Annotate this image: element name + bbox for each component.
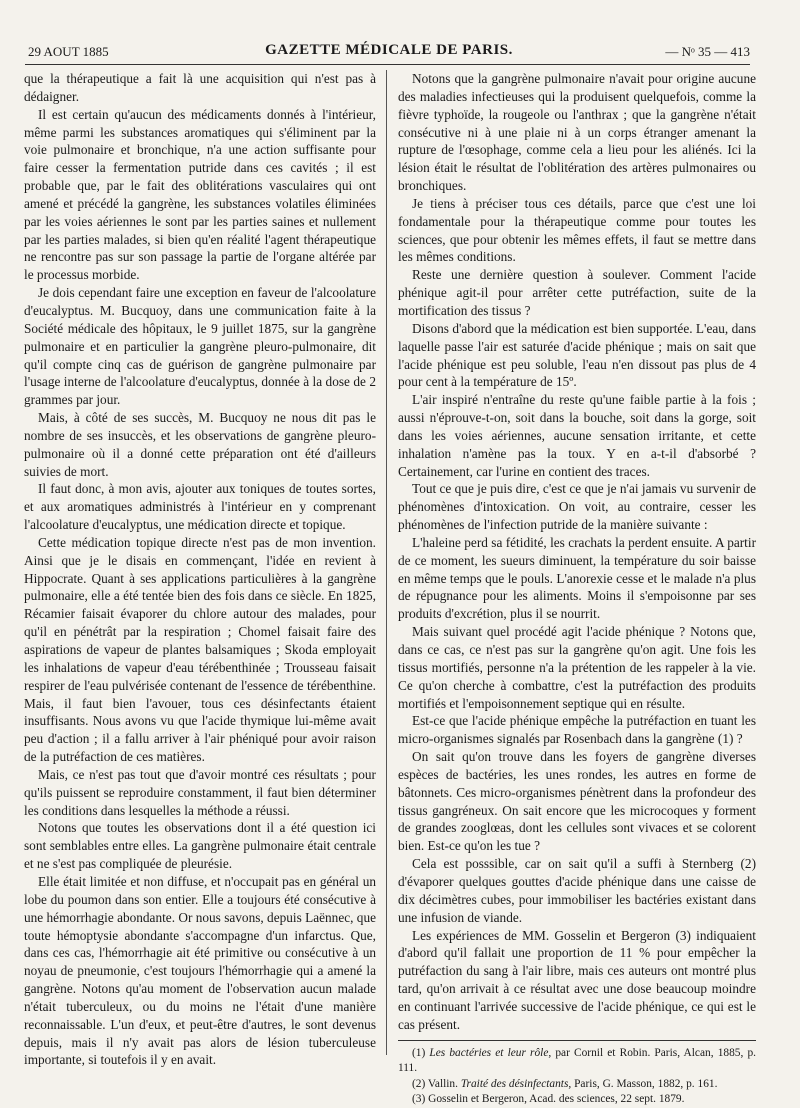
footnote-text: par Cornil et Robin. Paris, Alcan, 1885, p. 111. [398,1046,756,1075]
paragraph: Elle était limitée et non diffuse, et n'occupait pas en général un lobe du poumon dans son entier. Elle a toujours été consécutive à une hémorrhagie abondante. Or nous savons, depuis Laënnec, que toute hémoptysie abondante s'accompagne d'un infarctus. Que, dans ces cas, l'hémorrhagie ait été primitive ou consécutive à un noyau de pneumonie, c'est toujours l'hémorrhagie qui a amené la gangrène. Notons qu'au moment de l'observation aucun malade n'était tuberculeux, ou du moins ne l'était d'une manière reconnaissable. L'un d'eux, et peut-être d'autres, le sont devenus depuis, mais il n'y avait pas alors de lésion tuberculeuse importante, si toutefois il y en avait. [24,873,376,1068]
paragraph: Notons que toutes les observations dont il a été question ici sont semblables entre elles. La gangrène pulmonaire était centrale et ne s'est pas compliquée de pleurésie. [24,820,376,872]
footnote-text: Paris, G. Masson, 1882, p. 161. [571,1077,718,1090]
paragraph: Est-ce que l'acide phénique empêche la putréfaction en tuant les micro-organismes signalés par Rosenbach dans la gangrène (1) ? [398,713,756,747]
footnote [398,1092,756,1108]
paragraph: Je dois cependant faire une exception en faveur de l'alcoolature d'eucalyptus. M. Bucquoy, dans une communication faite à la Société médicale des hôpitaux, le 9 juillet 1875, sur la gangrène pulmonaire et en particulier la gangrène pleuro-pulmonaire, dit qu'il compte cinq cas de guérison de gangrène pulmonaire par l'usage interne de l'alcoolature d'eucalyptus, donnée à la dose de 2 grammes par jour. [24,285,376,408]
paragraph: On sait qu'on trouve dans les foyers de gangrène diverses espèces de bactéries, les unes rondes, les autres en forme de bâtonnets. Ces micro-organismes pénètrent dans la profondeur des tissus gangréneux. On sait encore que les microcoques y forment de grandes zooglœas, dont les cellules sont vivaces et se colorent bien. Est-ce qu'on les tue ? [398,749,756,854]
page-header [28,42,750,64]
paragraph: Disons d'abord que la médication est bien supportée. L'eau, dans laquelle passe l'air est saturée d'acide phénique ; mais on sait que l'acide phénique est peu soluble, l'eau n'en dissout pas plus de 4 pour cent à la température de 15º. [398,320,756,390]
right-column [398,70,756,1108]
paragraph: Il faut donc, à mon avis, ajouter aux toniques de toutes sortes, et aux aromatiques administrés à l'intérieur en y comprenant l'alcoolature d'eucalyptus, une médication directe et topique. [24,481,376,533]
journal-title: GAZETTE MÉDICALE DE PARIS. [265,42,513,58]
header-rule [25,64,750,65]
paragraph: Je tiens à préciser tous ces détails, parce que c'est une loi fondamentale pour la thérapeutique comme pour toutes les sciences, que pour obtenir les mêmes effets, il faut se mettre dans les mêmes conditions. [398,195,756,265]
left-column [24,70,376,1069]
paragraph: Cela est posssible, car on sait qu'il a suffi à Sternberg (2) d'évaporer quelques gouttes d'acide phénique dans une caisse de dix décimètres cubes, pour immobiliser les bactéries existant dans une infusion de viande. [398,856,756,925]
footnote [398,1077,756,1093]
paragraph: Les expériences de MM. Gosselin et Bergeron (3) indiquaient d'abord qu'il fallait une proportion de 11 % pour empêcher la putréfaction du sang à l'air libre, mais ces auteurs ont montré plus tard, qu'on arrivait à ce résultat avec une dose beaucoup moindre en continuant l'arrivée successive de l'acide phénique, ce qui est le cas présent. [398,927,756,1032]
paragraph: Cette médication topique directe n'est pas de mon invention. Ainsi que je le disais en commençant, l'idée en revient à Hippocrate. Quant à ses applications particulières à la gangrène pulmonaire, elle a été tentée bien des fois dans ce siècle. En 1825, Récamier faisait évaporer du chlore autour des malades, pour qu'il en pénétrât par la respiration ; Chomel faisait faire des aspirations de vapeur de plantes balsamiques ; Skoda employait les inhalations de vapeur d'eau térébenthinée ; Trousseau faisait respirer de l'eau pulvérisée contenant de l'essence de térébenthine. Mais, il faut bien l'avouer, tous ces désinfectants étaient insuffisants. Nous avons vu que l'acide thymique lui-même avait peu d'action ; il a fallu arriver à l'air phéniqué pour avoir raison de la putréfaction de ces matières. [24,534,376,765]
paragraph: que la thérapeutique a fait là une acquisition qui n'est pas à dédaigner. [24,71,376,104]
paragraph: Il est certain qu'aucun des médicaments donnés à l'intérieur, même parmi les substances aromatiques qui s'éliminent par la voie pulmonaire et bronchique, n'a une action suffisante pour faire cesser la fermentation putride dans ces cavités ; il est probable que, par le fait des oblitérations vasculaires qui ont amené et précédé la gangrène, les substances volatiles éliminées par les voies aériennes le sont par les parties saines et nullement par les parties malades, si bien qu'en réalité l'agent thérapeutique ne rencontre pas sur son passage la partie de l'organe altérée par le processus morbide. [24,106,376,283]
paragraph: Mais suivant quel procédé agit l'acide phénique ? Notons que, dans ce cas, ce n'est pas sur la gangrène qu'on agit. Une fois les tissus mortifiés, personne n'a la prétention de les rappeler à la vie. Ce qu'on cherche à combattre, c'est la putréfaction des produits mortifiés et l'empoisonnement septique qui en résulte. [398,624,756,711]
paragraph: Mais, ce n'est pas tout que d'avoir montré ces résultats ; pour qu'ils puissent se reproduire constamment, il faut bien déterminer les conditions dans lesquelles la méthode a réussi. [24,766,376,818]
footnote [398,1046,756,1077]
paragraph: L'haleine perd sa fétidité, les crachats la perdent ensuite. A partir de ce moment, les sueurs diminuent, la température du soir baisse en même temps que le pouls. L'anorexie cesse et le malade n'a plus de répugnance pour les aliments. Moins il s'empoisonne par ses produits d'excrétion, plus il se nourrit. [398,534,756,622]
footnotes [398,1046,756,1108]
footnote-text: (3) Gosselin et Bergeron, Acad. des sciences, 22 sept. 1879. [412,1093,685,1106]
footnote-rule [398,1040,756,1041]
paragraph: Tout ce que je puis dire, c'est ce que je n'ai jamais vu survenir de phénomènes d'intoxication. On voit, au contraire, cesser les phénomènes de l'infection putride de la manière suivante : [398,481,756,533]
column-divider [386,70,387,1055]
footnote-text: (2) Vallin. [412,1077,461,1090]
paragraph: Notons que la gangrène pulmonaire n'avait pour origine aucune des maladies infectieuses qui la produisent quelquefois, comme la fièvre typhoïde, la rougeole ou l'anthrax ; que la gangrène n'était consécutive ni à une plaie ni à un corps étranger amenant la rupture de l'œsophage, comme cela a lieu pour les aliénés. Ici la lésion était le résultat de l'oblitération des artères pulmonaires ou bronchiques. [398,71,756,194]
footnote-title: Traité des désinfectants, [460,1077,572,1090]
page-number: — Nᵒ 35 — 413 [665,44,750,59]
paragraph: Reste une dernière question à soulever. Comment l'acide phénique agit-il pour arrêter cette putréfaction, suite de la mortification des tissus ? [398,267,756,318]
footnote-text: (1) [412,1046,430,1059]
footnote-title: Les bactéries et leur rôle, [429,1046,552,1059]
paragraph: L'air inspiré n'entraîne du reste qu'une faible partie à la fois ; aussi n'éprouve-t-on, soit dans la bouche, soit dans la gorge, soit dans les voies aériennes, aucune sensation irritante, et cette inhalation n'amène pas la toux. Y en a-t-il d'absorbé ? Certainement, car l'urine en contient des traces. [398,392,756,479]
issue-date: 29 AOUT 1885 [28,44,109,59]
paragraph: Mais, à côté de ses succès, M. Bucquoy ne nous dit pas le nombre de ses insuccès, et les observations de gangrène pleuro-pulmonaire où il a donné cette préparation ont été d'ailleurs suivies de mort. [24,410,376,479]
